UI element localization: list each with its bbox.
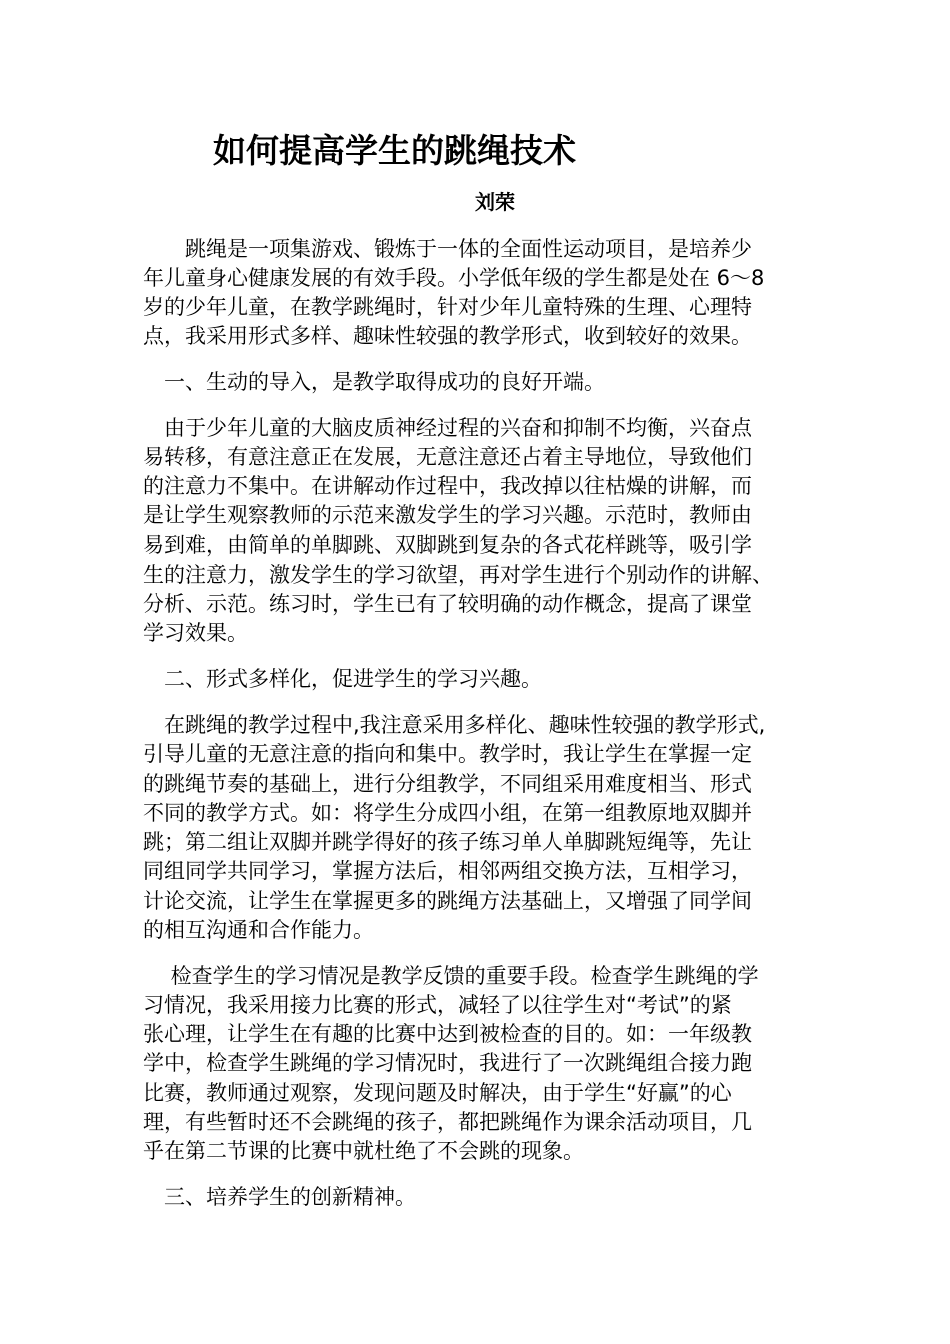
text-line: 比赛，教师通过观察，发现问题及时解决，由于学生“好赢”的心 (143, 1081, 732, 1105)
text-line: 不同的教学方式。如：将学生分成四小组，在第一组教原地双脚并 (143, 801, 752, 825)
author-name: 刘荣 (475, 190, 515, 214)
text-line: 由于少年儿童的大脑皮质神经过程的兴奋和抑制不均衡，兴奋点 (143, 416, 752, 440)
text-line: 同组同学共同学习，掌握方法后，相邻两组交换方法，互相学习， (143, 859, 752, 883)
text-line: 年儿童身心健康发展的有效手段。小学低年级的学生都是处在 6～8 (143, 266, 765, 290)
text-line: 跳绳是一项集游戏、锻炼于一体的全面性运动项目，是培养少 (143, 237, 752, 261)
text-line: 检查学生的学习情况是教学反馈的重要手段。检查学生跳绳的学 (143, 964, 759, 988)
text-line: 学中，检查学生跳绳的学习情况时，我进行了一次跳绳组合接力跑 (143, 1051, 752, 1075)
text-line: 的相互沟通和合作能力。 (143, 918, 374, 942)
text-line: 计论交流，让学生在掌握更多的跳绳方法基础上，又增强了同学间 (143, 889, 752, 913)
text-line: 学习效果。 (143, 621, 248, 645)
text-line: 易转移，有意注意正在发展，无意注意还占着主导地位，导致他们 (143, 445, 752, 469)
text-line: 岁的少年儿童，在教学跳绳时，针对少年儿童特殊的生理、心理特 (143, 295, 752, 319)
text-line: 张心理，让学生在有趣的比赛中达到被检查的目的。如：一年级教 (143, 1022, 752, 1046)
section-heading: 一、生动的导入，是教学取得成功的良好开端。 (143, 370, 605, 394)
text-line: 的跳绳节奏的基础上，进行分组教学，不同组采用难度相当、形式 (143, 772, 752, 796)
text-line: 易到难，由简单的单脚跳、双脚跳到复杂的各式花样跳等，吸引学 (143, 533, 752, 557)
text-line: 分析、示范。练习时，学生已有了较明确的动作概念，提高了课堂 (143, 592, 752, 616)
section-heading: 三、培养学生的创新精神。 (143, 1185, 416, 1209)
text-line: 跳；第二组让双脚并跳学得好的孩子练习单人单脚跳短绳等，先让 (143, 830, 752, 854)
text-line: 乎在第二节课的比赛中就杜绝了不会跳的现象。 (143, 1139, 584, 1163)
text-line: 引导儿童的无意注意的指向和集中。教学时，我让学生在掌握一定 (143, 742, 752, 766)
text-line: 在跳绳的教学过程中,我注意采用多样化、趣味性较强的教学形式, (143, 713, 766, 737)
document-title: 如何提高学生的跳绳技术 (213, 131, 576, 170)
section-heading: 二、形式多样化，促进学生的学习兴趣。 (143, 667, 542, 691)
text-line: 习情况，我采用接力比赛的形式，减轻了以往学生对“考试”的紧 (143, 993, 732, 1017)
text-line: 生的注意力，激发学生的学习欲望，再对学生进行个别动作的讲解、 (143, 563, 773, 587)
text-line: 的注意力不集中。在讲解动作过程中，我改掉以往枯燥的讲解，而 (143, 474, 752, 498)
text-line: 点，我采用形式多样、趣味性较强的教学形式，收到较好的效果。 (143, 324, 752, 348)
text-line: 理，有些暂时还不会跳绳的孩子，都把跳绳作为课余活动项目，几 (143, 1110, 752, 1134)
text-line: 是让学生观察教师的示范来激发学生的学习兴趣。示范时，教师由 (143, 503, 752, 527)
